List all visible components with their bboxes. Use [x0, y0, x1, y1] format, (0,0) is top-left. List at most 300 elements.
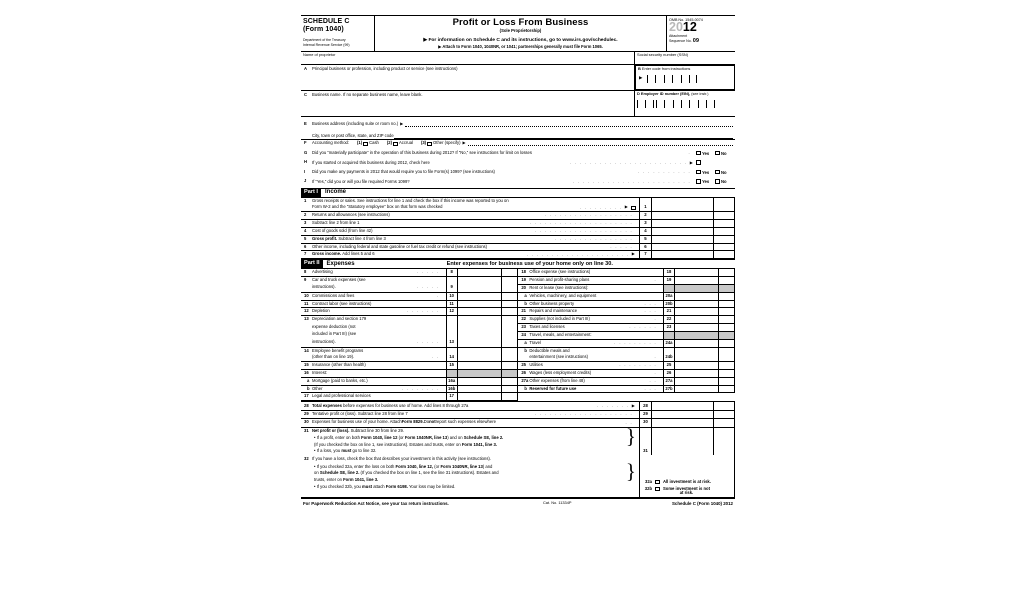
- code-digit[interactable]: [689, 75, 697, 83]
- part-2-label: Part II: [301, 260, 323, 269]
- label-f: F: [304, 140, 307, 146]
- row-e-text: Business address (including suite or room no.): [312, 121, 399, 127]
- line-21-cents[interactable]: [719, 308, 735, 316]
- income-row-1a: [301, 198, 735, 205]
- form-header: [301, 15, 735, 52]
- line-1-cents[interactable]: [714, 198, 735, 205]
- line-32-bullet-1d: ) and: [482, 464, 493, 470]
- leader-dots: . .: [625, 419, 633, 425]
- line-16-amount-shaded: [457, 369, 501, 377]
- header-title-block: [375, 16, 667, 51]
- line-9-box-number: 9: [446, 284, 457, 292]
- line-16a-amount[interactable]: [457, 377, 501, 385]
- arrow-icon: ▶: [631, 402, 635, 408]
- line-14-text: Employee benefit programs: [312, 347, 364, 353]
- risk-option-a[interactable]: [640, 479, 734, 486]
- line-19-cents[interactable]: [719, 277, 735, 285]
- checkbox-32b[interactable]: [655, 487, 660, 492]
- income-table: [301, 198, 735, 260]
- line-24a-box-number: 24a: [664, 339, 675, 347]
- arrow-icon: ▶: [400, 121, 404, 127]
- line-30-box-number: 30: [640, 419, 652, 427]
- line-9-cents[interactable]: [501, 277, 517, 293]
- income-row-2: [301, 212, 735, 220]
- line-7-cents[interactable]: [714, 251, 735, 259]
- line-16b-text: Other: [312, 385, 323, 391]
- line-23-text: Taxes and licenses: [529, 324, 565, 330]
- line-11-number: 11: [304, 300, 309, 306]
- leader-dots: . . . . . .: [629, 324, 657, 330]
- line-30-cents[interactable]: [714, 419, 735, 427]
- line-32-bullet-4c: attach: [372, 483, 386, 489]
- line-31-bullet-1d: ) and on: [447, 435, 464, 441]
- line-20a-amount[interactable]: [675, 292, 719, 300]
- line-2-amount[interactable]: [652, 212, 714, 220]
- line-31-bullet-3b: must: [341, 448, 352, 454]
- line-14-text-2: (other than on line 19).: [312, 354, 355, 360]
- sequence-number: 09: [692, 38, 700, 45]
- form-footer: [301, 498, 735, 506]
- line-14-amount[interactable]: [457, 347, 501, 362]
- line-12-amount[interactable]: [457, 308, 501, 316]
- line-24b-number: b: [524, 347, 527, 353]
- line-9-text: Car and truck expenses (see: [312, 277, 366, 283]
- leader-dots: . . . . . . . . . . . . . . . . . . . .: [535, 411, 633, 417]
- leader-dots: . . . . . . . . . . . . . . . . . .: [545, 212, 633, 218]
- line-8-amount[interactable]: [457, 269, 501, 276]
- leader-dots: . . . . . . .: [407, 308, 440, 314]
- line-17-text: Legal and professional services: [312, 393, 371, 399]
- line-24b-amount[interactable]: [675, 347, 719, 362]
- line-5-amount[interactable]: [652, 235, 714, 243]
- form-main-subtitle: (Sole Proprietorship): [499, 28, 542, 34]
- line-13-text-3: included in Part III) (see: [312, 331, 357, 337]
- option-2-number: (2): [386, 140, 393, 146]
- line-27b-number: b: [524, 385, 527, 391]
- line-8-cents[interactable]: [501, 269, 517, 276]
- brace-icon: }: [625, 459, 636, 484]
- code-digit[interactable]: [672, 75, 680, 83]
- checkbox-accrual[interactable]: [393, 142, 398, 147]
- row-g-yes: Yes: [701, 150, 710, 156]
- line-1-amount-cont[interactable]: [652, 204, 714, 211]
- line-16b-box-number: 16b: [446, 385, 457, 393]
- line-32-bullet-4a: • If you checked 32b, you: [314, 483, 363, 489]
- line-8-box-number: 8: [446, 269, 457, 276]
- leader-dots: . . . . . . . . .: [580, 204, 623, 210]
- line-32a-number: 32a: [645, 478, 652, 484]
- label-j: J: [304, 178, 307, 184]
- line-14-box-number: 14: [446, 354, 457, 361]
- line-24-amount-shaded: [675, 331, 719, 339]
- part-1-bar: [301, 188, 735, 198]
- line-30-row: [301, 419, 735, 427]
- checkbox-g-no[interactable]: [715, 151, 720, 156]
- dept-line-1: Department of the Treasury: [303, 38, 346, 43]
- line-32b-text: Some investment is not: [662, 485, 710, 491]
- line-6-cents[interactable]: [714, 243, 735, 251]
- line-1-text-a: Gross receipts or sales. See instructions for line 1 and check the box if this income was reported to you on: [312, 197, 509, 203]
- line-17-amount[interactable]: [457, 393, 501, 401]
- line-30-amount[interactable]: [652, 419, 714, 427]
- year-prefix: 20: [669, 20, 683, 35]
- ein-digit[interactable]: [645, 100, 653, 108]
- leader-dots: . . . . . . . . .: [614, 339, 657, 345]
- label-d: D: [637, 91, 640, 97]
- line-28-text: before expenses for business use of home. Add lines 8 through 27a: [343, 402, 469, 408]
- line-6-amount[interactable]: [652, 243, 714, 251]
- label-e: E: [304, 121, 307, 127]
- line-6-number: 6: [304, 243, 307, 249]
- line-27b-amount[interactable]: [675, 385, 719, 393]
- line-9-number: 9: [304, 277, 307, 283]
- line-25-amount[interactable]: [675, 362, 719, 370]
- line-30-bold-2: not: [429, 419, 436, 425]
- line-20b-cents[interactable]: [719, 300, 735, 308]
- line-16a-text: Mortgage (paid to banks, etc.): [312, 377, 368, 383]
- schedule-footer-label: Schedule C (Form 1040) 2012: [671, 500, 733, 506]
- line-24a-cents[interactable]: [719, 339, 735, 347]
- line-27a-cents[interactable]: [719, 377, 735, 385]
- line-32-bullet-2a: on: [314, 470, 320, 476]
- line-7-amount[interactable]: [652, 251, 714, 259]
- line-5-text-bold: Gross profit.: [312, 235, 338, 241]
- code-digit[interactable]: [664, 75, 672, 83]
- ein-digit[interactable]: [706, 100, 714, 108]
- leader-dots: .: [654, 354, 657, 360]
- line-21-box-number: 21: [664, 308, 675, 316]
- part-2-bar: [301, 259, 735, 269]
- line-13-box-number: 13: [446, 339, 457, 347]
- line-22-number: 22: [521, 316, 527, 322]
- line-11-amount[interactable]: [457, 300, 501, 308]
- line-20a-cents[interactable]: [719, 292, 735, 300]
- expense-row: [301, 385, 735, 393]
- line-25-cents[interactable]: [719, 362, 735, 370]
- line-26-text: Wages (less employment credits): [529, 369, 592, 375]
- line-20-box-shaded: [664, 284, 675, 292]
- line-20a-number: a: [524, 292, 527, 298]
- line-16-number: 16: [304, 369, 309, 375]
- income-row-4: [301, 227, 735, 235]
- line-11-text: Contract labor (see instructions): [312, 300, 372, 306]
- line-31-bullet-1b3: Schedule SE, line 2.: [463, 435, 504, 441]
- code-digit[interactable]: [647, 75, 655, 83]
- header-omb-block: [667, 16, 735, 51]
- other-method-input[interactable]: [468, 145, 733, 146]
- line-13-number: 13: [304, 316, 309, 322]
- line-18-number: 18: [521, 269, 527, 275]
- line-15-cents[interactable]: [501, 362, 517, 370]
- line-32-bullet-1b2: Form 1040NR, line 13: [440, 464, 483, 470]
- option-1-number: (1): [357, 140, 363, 146]
- line-32-bullet-2c: (If you checked the box on line 1, see the line 31 instructions). Estates and: [359, 470, 499, 476]
- line-21-text: Repairs and maintenance: [529, 308, 578, 314]
- row-a[interactable]: [301, 65, 635, 90]
- row-g-text: Did you “materially participate” in the operation of this business during 2012? If “No,” see instructions for limit on losses: [312, 150, 532, 156]
- line-12-box-number: 12: [446, 308, 457, 316]
- line-10-text: Commissions and fees: [312, 292, 355, 298]
- row-j: [301, 178, 735, 188]
- line-24b-text: Deductible meals and: [529, 347, 570, 353]
- proprietor-name-row: [301, 52, 735, 66]
- checkbox-i-yes[interactable]: [696, 170, 701, 175]
- expense-row: [301, 347, 735, 354]
- line-21-number: 21: [521, 308, 527, 314]
- ein-box[interactable]: [635, 91, 735, 116]
- line-31-amount[interactable]: [652, 427, 714, 455]
- line-9-amount[interactable]: [457, 277, 501, 293]
- income-row-6: [301, 243, 735, 251]
- part-2-note: Enter expenses for business use of your home only on line 30.: [446, 261, 613, 267]
- line-16a-cents[interactable]: [501, 377, 517, 385]
- line-14-cents[interactable]: [501, 347, 517, 362]
- row-d: [635, 91, 735, 116]
- line-27a-box-number: 27a: [664, 377, 675, 385]
- line-10-box-number: 10: [446, 292, 457, 300]
- line-20a-box-number: 20a: [664, 292, 675, 300]
- expense-row: [301, 354, 735, 361]
- checkbox-cash[interactable]: [363, 142, 368, 147]
- row-h: [301, 159, 735, 169]
- checkbox-statutory-employee[interactable]: [631, 206, 636, 211]
- line-32-bullet-4b2: Form 6198.: [385, 483, 408, 489]
- line-20-cents-shaded: [719, 284, 735, 292]
- checkbox-j-yes[interactable]: [696, 179, 701, 184]
- line-10-amount[interactable]: [457, 292, 501, 300]
- line-31-bullet-1a: • If a profit, enter on both: [314, 435, 362, 441]
- expense-row: [301, 308, 735, 316]
- leader-dots: .: [654, 316, 657, 322]
- row-i-yes: Yes: [701, 169, 710, 175]
- line-32-bullet-2b1: Schedule SE, line 2.: [319, 470, 360, 476]
- line-15-amount[interactable]: [457, 362, 501, 370]
- line-26-amount[interactable]: [675, 369, 719, 377]
- row-f: [301, 140, 735, 150]
- line-12-text: Depletion: [312, 308, 330, 314]
- line-31-bullet-1b1: Form 1040, line 12: [361, 435, 398, 441]
- line-31-cents[interactable]: [714, 427, 735, 455]
- line-23-amount[interactable]: [675, 324, 719, 332]
- line-12-number: 12: [304, 308, 309, 314]
- line-1-box-number: 1: [640, 204, 652, 211]
- line-16b-amount[interactable]: [457, 385, 501, 393]
- dept-line-2: Internal Revenue Service (99): [303, 42, 350, 47]
- line-24a-amount[interactable]: [675, 339, 719, 347]
- expense-row: [301, 324, 735, 332]
- line-11-cents[interactable]: [501, 300, 517, 308]
- line-32-bullet-1c: (or: [433, 464, 441, 470]
- line-23-number: 23: [521, 324, 527, 330]
- label-h: H: [304, 159, 308, 165]
- line-22-amount[interactable]: [675, 316, 719, 324]
- line-27a-amount[interactable]: [675, 377, 719, 385]
- ein-digit[interactable]: [698, 100, 706, 108]
- line-2-cents[interactable]: [714, 212, 735, 220]
- catalog-number: Cat. No. 11334P: [543, 499, 572, 505]
- line-22-cents[interactable]: [719, 316, 735, 324]
- leader-dots: . .: [649, 377, 657, 383]
- leader-dots: . . . . . . . .: [619, 362, 657, 368]
- leader-dots: . . .: [644, 308, 657, 314]
- checkbox-g-yes[interactable]: [696, 151, 701, 156]
- line-3-amount[interactable]: [652, 220, 714, 228]
- risk-option-b[interactable]: [640, 486, 734, 498]
- expense-row: [301, 284, 735, 292]
- line-13-cents[interactable]: [501, 316, 517, 347]
- leader-dots: . . .: [644, 300, 657, 306]
- ein-digit[interactable]: [689, 100, 697, 108]
- line-30-text-c: report such expenses elsewhere: [435, 419, 496, 425]
- leader-dots: . . . . . . . . . . . . . . . . . . . .: [535, 228, 633, 234]
- line-4-text: Cost of goods sold (from line 42): [312, 227, 373, 233]
- arrow-icon: ▶: [631, 251, 635, 257]
- line-16b-cents[interactable]: [501, 385, 517, 393]
- line-29-cents[interactable]: [714, 410, 735, 418]
- line-17-cents[interactable]: [501, 393, 517, 401]
- line-3-text: Subtract line 2 from line 1: [312, 220, 360, 226]
- info-link-line[interactable]: ▶ For information on Schedule C and its instructions, go to www.irs.gov/schedulec.: [423, 37, 618, 43]
- line-12-cents[interactable]: [501, 308, 517, 316]
- line-4-amount[interactable]: [652, 227, 714, 235]
- line-7-text-bold: Gross income.: [312, 251, 342, 257]
- line-28-cents[interactable]: [714, 402, 735, 410]
- line-24-text: Travel, meals, and entertainment:: [529, 331, 592, 337]
- line-20-amount-shaded: [675, 284, 719, 292]
- line-29-box-number: 29: [640, 410, 652, 418]
- ein-digit[interactable]: [637, 100, 645, 108]
- checkbox-j-no[interactable]: [715, 179, 720, 184]
- line-10-number: 10: [304, 292, 309, 298]
- line-20b-box-number: 20b: [664, 300, 675, 308]
- line-24b-cents[interactable]: [719, 347, 735, 362]
- line-21-amount[interactable]: [675, 308, 719, 316]
- line-29-amount[interactable]: [652, 410, 714, 418]
- line-5-cents[interactable]: [714, 235, 735, 243]
- row-c[interactable]: [301, 91, 635, 116]
- line-3-cents[interactable]: [714, 220, 735, 228]
- line-15-text: Insurance (other than health): [312, 362, 366, 368]
- line-20a-text: Vehicles, machinery, and equipment: [529, 292, 597, 298]
- expense-row: [301, 339, 735, 347]
- line-28-amount[interactable]: [652, 402, 714, 410]
- line-23-cents[interactable]: [719, 324, 735, 332]
- line-11-box-number: 11: [446, 300, 457, 308]
- line-18-amount[interactable]: [675, 269, 719, 276]
- line-31-bullet-1b2: Form 1040NR, line 13: [404, 435, 448, 441]
- row-g-no: No: [720, 150, 727, 156]
- city-state-zip-input[interactable]: [394, 138, 733, 139]
- leader-dots: .: [654, 370, 657, 376]
- line-5-box-number: 5: [640, 235, 652, 243]
- line-27b-cents[interactable]: [719, 385, 735, 393]
- line-20b-amount[interactable]: [675, 300, 719, 308]
- line-30-bold: Form 8829.: [401, 419, 424, 425]
- line-13-text: Depreciation and section 179: [312, 316, 367, 322]
- ein-digit[interactable]: [656, 100, 664, 108]
- line-8-number: 8: [304, 269, 307, 275]
- ein-digit[interactable]: [681, 100, 689, 108]
- row-d-text-bold: Employer ID number (EIN),: [640, 91, 691, 97]
- leader-dots: . . . . . . . . . . .: [638, 169, 691, 175]
- line-7-text: Add lines 5 and 6: [342, 251, 375, 257]
- line-24b-text-2: entertainment (see instructions): [529, 354, 588, 360]
- line-31-box-number: 31: [643, 447, 648, 453]
- line-28-number: 28: [304, 402, 309, 408]
- expense-row: [301, 393, 735, 401]
- line-19-number: 19: [521, 277, 527, 283]
- line-1-cents-cont[interactable]: [714, 204, 735, 211]
- row-h-text: If you started or acquired this business during 2012, check here: [312, 159, 430, 165]
- line-4-cents[interactable]: [714, 227, 735, 235]
- arrow-icon: ▶: [624, 204, 629, 210]
- line-26-box-number: 26: [664, 369, 675, 377]
- sequence-label: Sequence No.: [669, 39, 692, 44]
- checkbox-other-method[interactable]: [427, 142, 432, 147]
- name-of-proprietor-label: Name of proprietor: [303, 51, 336, 57]
- paperwork-notice: For Paperwork Reduction Act Notice, see your tax return instructions.: [303, 500, 449, 506]
- name-of-proprietor-field[interactable]: [301, 52, 635, 65]
- schedule-c-form: [301, 15, 735, 506]
- line-30-text-b: Do: [423, 419, 430, 425]
- line-32-bullet-1b1: Form 1040, line 12,: [395, 464, 434, 470]
- line-28-row: [301, 402, 735, 410]
- line-18-cents[interactable]: [719, 269, 735, 276]
- line-27b-box-number: 27b: [664, 385, 675, 393]
- line-1-amount[interactable]: [652, 198, 714, 205]
- option-cash-label: Cash: [369, 140, 379, 146]
- line-19-text: Pension and profit-sharing plans: [529, 277, 590, 283]
- line-24-number: 24: [521, 331, 527, 337]
- leader-dots: .: [654, 277, 657, 283]
- checkbox-i-no[interactable]: [715, 170, 720, 175]
- line-25-number: 25: [521, 362, 527, 368]
- line-5-number: 5: [304, 235, 307, 241]
- expense-row: [301, 300, 735, 308]
- checkbox-32a[interactable]: [655, 480, 660, 485]
- line-13-text-2: expense deduction (not: [312, 323, 356, 329]
- business-code-box[interactable]: [635, 65, 735, 90]
- ein-digit[interactable]: [673, 100, 681, 108]
- line-32a-text: All investment is at risk.: [662, 478, 711, 484]
- checkbox-h[interactable]: [696, 160, 701, 165]
- line-10-cents[interactable]: [501, 292, 517, 300]
- line-24a-number: a: [524, 339, 527, 345]
- line-32-row: [301, 455, 735, 497]
- line-15-number: 15: [304, 362, 309, 368]
- code-digit[interactable]: [681, 75, 689, 83]
- business-code-digits[interactable]: [638, 75, 732, 83]
- business-address-input[interactable]: [405, 126, 733, 127]
- ein-digits[interactable]: [637, 100, 733, 108]
- line-7-box-number: 7: [640, 251, 652, 259]
- leader-dots: . . . . . . . . . . . . . . . .: [555, 235, 633, 241]
- line-13-amount[interactable]: [457, 316, 501, 347]
- line-19-amount[interactable]: [675, 277, 719, 285]
- line-29-row: [301, 410, 735, 418]
- row-g: [301, 150, 735, 160]
- line-16-cents-shaded: [501, 369, 517, 377]
- ssn-field[interactable]: [635, 52, 735, 65]
- label-b: B: [638, 66, 641, 72]
- leader-dots: . . . . .: [610, 243, 633, 249]
- ein-digit[interactable]: [664, 100, 672, 108]
- expense-row: [301, 377, 735, 385]
- line-26-cents[interactable]: [719, 369, 735, 377]
- line-2-box-number: 2: [640, 212, 652, 220]
- code-digit[interactable]: [655, 75, 663, 83]
- expense-row: [301, 362, 735, 370]
